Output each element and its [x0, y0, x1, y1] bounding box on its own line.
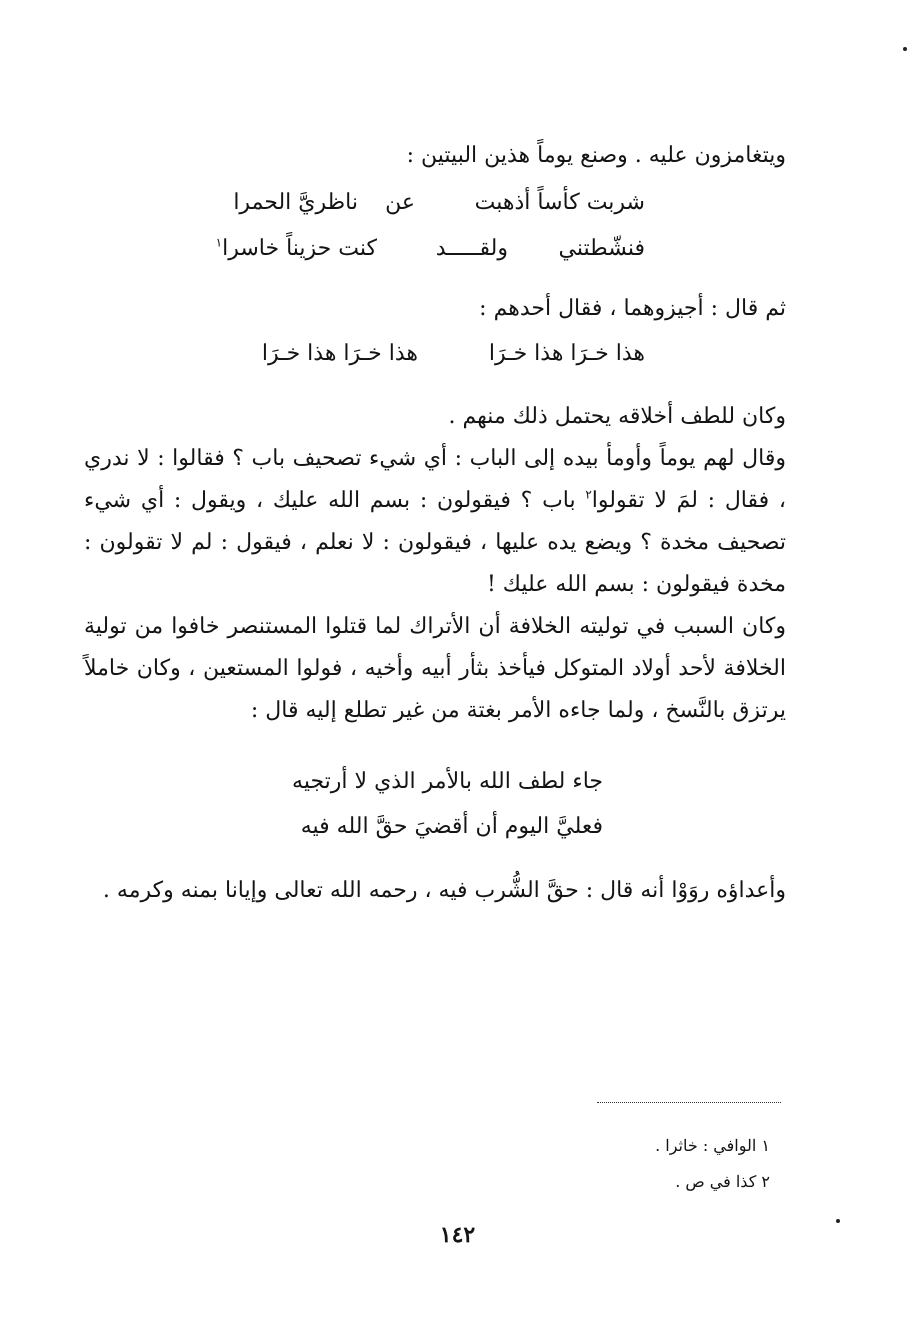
- paragraph-closing-text: وأعداؤه روَوْا أنه قال : حقَّ الشُّرب فيه ، رحمه الله تعالى وإيانا بمنه وكرمه .: [102, 878, 786, 903]
- verse-2-connector: ولقـــــد: [435, 236, 508, 261]
- verse-3-first-hemistich: هذا خـرَا هذا خـرَا: [488, 341, 645, 366]
- verse-5-text: فعليَّ اليوم أن أقضيَ حقَّ الله فيه: [300, 814, 603, 839]
- paragraph-character: وكان للطف أخلاقه يحتمل ذلك منهم .: [448, 404, 786, 429]
- paragraph-block-main: [84, 396, 786, 732]
- page-number: ١٤٢: [439, 1222, 476, 1248]
- paragraph-wordplay-text-b: باب ؟ فيقولون : بسم الله عليك ، ويقول : أي شيء تصحيف مخدة ؟ ويضع يده عليها ، فيقولون : لا نعلم ، فيقول : لم لا تقولون : مخدة فيقولون : بسم الله عليك !: [84, 488, 786, 597]
- paragraph-intro: [84, 135, 786, 177]
- verse-2-first-hemistich: فنشّطتني: [558, 236, 645, 261]
- paragraph-intro-text: ويتغامزون عليه . وصنع يوماً هذين البيتين :: [406, 143, 786, 168]
- scan-speck: [903, 47, 907, 51]
- verse-2-second-hemistich-text: كنت حزيناً خاسرا: [222, 236, 377, 261]
- verse-1-first-hemistich: شربت كأساً أذهبت: [474, 190, 645, 215]
- paragraph-wordplay: [84, 438, 786, 606]
- verse-2-second-hemistich: [216, 232, 377, 266]
- paragraph-wordplay-text-a: وقال لهم يوماً وأومأ بيده إلى الباب : أي شيء تصحيف باب ؟ فقالوا : لا ندري ، فقال : لمَ لا تقولوا: [84, 446, 786, 513]
- footnote-2: ٢ كذا في ص .: [675, 1172, 770, 1191]
- footnote-separator: [597, 1102, 781, 1103]
- paragraph-ask-completion: [84, 288, 786, 330]
- footnote-marker-2: ٢: [585, 487, 592, 502]
- verse-1-second-hemistich: ناظريَّ الحمرا: [233, 190, 358, 215]
- paragraph-closing: [84, 870, 786, 912]
- verse-3-second-hemistich: هذا خـرَا هذا خـرَا: [261, 341, 418, 366]
- scan-speck: [836, 1219, 840, 1223]
- footnote-1: ١ الوافي : خاثرا .: [655, 1136, 770, 1155]
- paragraph-caliphate: وكان السبب في توليته الخلافة أن الأتراك لما قتلوا المستنصر خافوا من تولية الخلافة لأحد أولاد المتوكل فيأخذ بثأر أبيه وأخيه ، فولوا المستعين ، وكان خاملاً يرتزق بالنَّسخ ، ولما جاءه الأمر بغتة من غير تطلع إليه قال :: [84, 614, 786, 723]
- footnote-marker-1: ١: [215, 235, 223, 250]
- verse-1-connector: عن: [385, 190, 415, 215]
- paragraph-ask-completion-text: ثم قال : أجيزوهما ، فقال أحدهم :: [479, 296, 786, 321]
- verse-4-text: جاء لطف الله بالأمر الذي لا أرتجيه: [292, 769, 603, 794]
